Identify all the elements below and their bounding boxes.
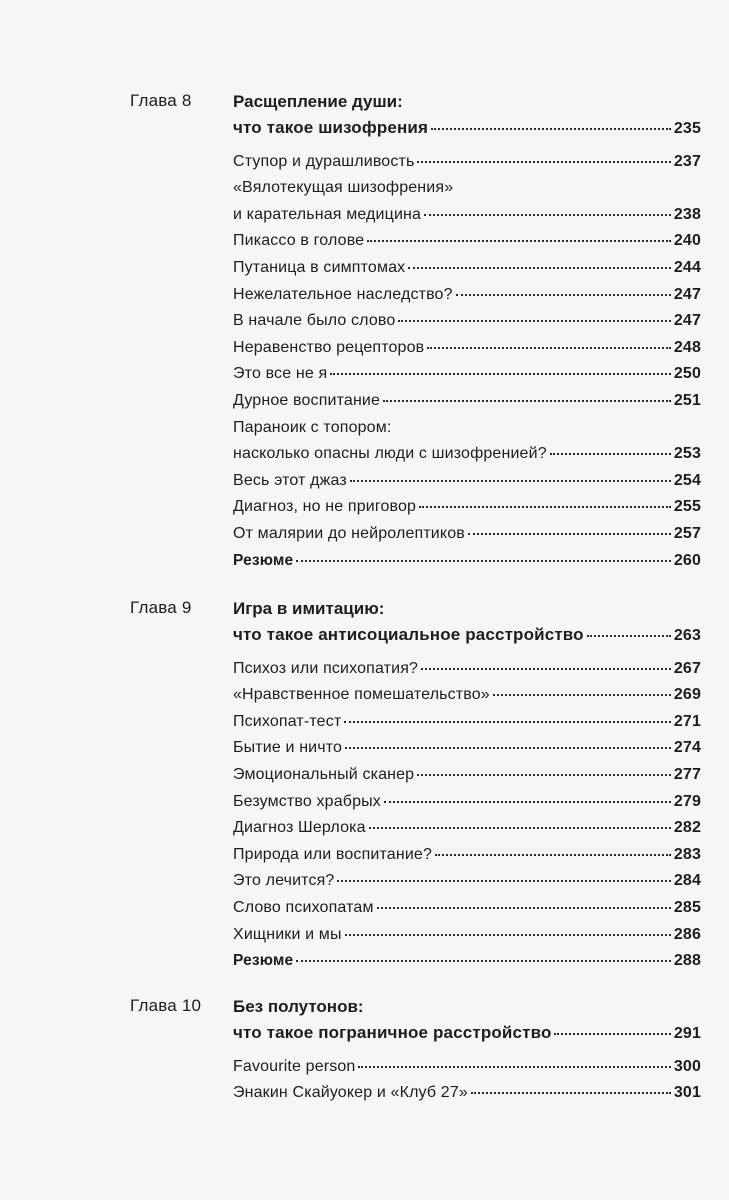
- dot-leader: [408, 267, 671, 269]
- dot-leader: [398, 320, 670, 322]
- page-number: 260: [673, 551, 701, 569]
- page-number: 271: [673, 712, 701, 730]
- toc-item[interactable]: [233, 228, 701, 255]
- page-number: 240: [673, 232, 701, 250]
- dot-leader: [345, 934, 671, 936]
- dot-leader: [417, 774, 671, 776]
- item-title: Психоз или психопатия?: [233, 659, 419, 677]
- page-number: 250: [673, 365, 701, 383]
- toc-item[interactable]: [233, 175, 701, 202]
- summary-title: Резюме: [233, 551, 294, 569]
- summary-title: Резюме: [233, 952, 294, 970]
- item-title: Хищники и мы: [233, 925, 342, 943]
- toc-item[interactable]: [233, 895, 701, 922]
- chapter-title-line2: что такое пограничное расстройство: [233, 1023, 552, 1042]
- chapter-title-row[interactable]: [233, 1020, 701, 1047]
- page-number: 269: [673, 686, 701, 704]
- dot-leader: [424, 214, 671, 216]
- toc-item[interactable]: [233, 682, 701, 709]
- page-number: 247: [673, 312, 701, 330]
- page-number: 251: [673, 391, 701, 409]
- chapter-title-line1: Расщепление души:: [233, 92, 403, 111]
- chapter-title-line2: что такое антисоциальное расстройство: [233, 625, 584, 644]
- toc-item[interactable]: [233, 468, 701, 495]
- dot-leader: [427, 347, 671, 349]
- item-title: Ступор и дурашливость: [233, 152, 415, 170]
- toc-item[interactable]: [233, 308, 701, 335]
- summary-row[interactable]: [233, 548, 701, 575]
- summary-row[interactable]: [233, 948, 701, 975]
- dot-leader: [358, 1066, 670, 1068]
- toc-item[interactable]: [233, 335, 701, 362]
- dot-leader: [384, 801, 671, 803]
- chapter-label: Глава 9: [130, 598, 192, 617]
- page-number: 279: [673, 792, 701, 810]
- item-title: Весь этот джаз: [233, 471, 347, 489]
- dot-leader: [419, 506, 671, 508]
- toc-item[interactable]: [233, 868, 701, 895]
- page-number: 284: [673, 872, 701, 890]
- item-title: насколько опасны люди с шизофренией?: [233, 445, 547, 463]
- dot-leader: [350, 480, 671, 482]
- item-title: Дурное воспитание: [233, 391, 381, 409]
- toc-item[interactable]: [233, 255, 701, 282]
- chapter-label: Глава 8: [130, 91, 192, 110]
- item-title: Слово психопатам: [233, 898, 374, 916]
- dot-leader: [435, 854, 671, 856]
- dot-leader: [431, 128, 671, 130]
- item-title: Путаница в симптомах: [233, 258, 406, 276]
- item-title: Пикассо в голове: [233, 232, 365, 250]
- page-number: 283: [673, 845, 701, 863]
- page-number: 248: [673, 338, 701, 356]
- toc-item[interactable]: [233, 762, 701, 789]
- dot-leader: [417, 161, 670, 163]
- toc-item[interactable]: [233, 735, 701, 762]
- chapter-title-line1: Без полутонов:: [233, 997, 364, 1016]
- dot-leader: [296, 960, 671, 962]
- page-number: 288: [673, 952, 701, 970]
- dot-leader: [330, 373, 671, 375]
- toc-item[interactable]: [233, 388, 701, 415]
- toc-item[interactable]: [233, 494, 701, 521]
- dot-leader: [456, 294, 671, 296]
- chapter-title-line1: Игра в имитацию:: [233, 599, 385, 618]
- toc-item[interactable]: [233, 789, 701, 816]
- item-title: Бытие и ничто: [233, 739, 343, 757]
- item-title: Нежелательное наследство?: [233, 285, 453, 303]
- chapter-entries: [233, 993, 701, 1107]
- toc-item[interactable]: [233, 415, 701, 442]
- item-title: Favourite person: [233, 1057, 356, 1075]
- item-title: «Вялотекущая шизофрения»: [233, 179, 454, 197]
- item-title: Природа или воспитание?: [233, 845, 433, 863]
- page-number: 235: [673, 120, 701, 137]
- page-number: 267: [673, 659, 701, 677]
- toc-item[interactable]: [233, 441, 701, 468]
- page-number: 285: [673, 898, 701, 916]
- page-number: 282: [673, 819, 701, 837]
- page-number: 254: [673, 471, 701, 489]
- toc-item[interactable]: [233, 361, 701, 388]
- item-title: «Нравственное помешательство»: [233, 686, 490, 704]
- page-number: 238: [673, 205, 701, 223]
- dot-leader: [468, 533, 671, 535]
- dot-leader: [421, 668, 671, 670]
- item-title: Диагноз Шерлока: [233, 819, 366, 837]
- page-number: 277: [673, 765, 701, 783]
- dot-leader: [550, 453, 671, 455]
- page-number: 301: [673, 1084, 701, 1102]
- item-title: Неравенство рецепторов: [233, 338, 425, 356]
- chapter-entries: [233, 595, 701, 975]
- page-number: 263: [673, 627, 701, 644]
- item-title: Эмоциональный сканер: [233, 765, 415, 783]
- dot-leader: [377, 907, 671, 909]
- toc-item[interactable]: [233, 815, 701, 842]
- item-title: Диагноз, но не приговор: [233, 498, 417, 516]
- dot-leader: [554, 1033, 670, 1035]
- page-number: 247: [673, 285, 701, 303]
- dot-leader: [296, 560, 671, 562]
- toc-item[interactable]: [233, 202, 701, 229]
- chapter-entries: [233, 88, 701, 574]
- item-title: Психопат-тест: [233, 712, 342, 730]
- item-title: Энакин Скайуокер и «Клуб 27»: [233, 1084, 468, 1102]
- dot-leader: [369, 827, 671, 829]
- toc-item[interactable]: [233, 922, 701, 949]
- dot-leader: [471, 1092, 671, 1094]
- chapter-title-row[interactable]: [233, 622, 701, 649]
- toc-item[interactable]: [233, 1054, 701, 1081]
- toc-item[interactable]: [233, 521, 701, 548]
- item-title: Это все не я: [233, 365, 328, 383]
- dot-leader: [344, 721, 670, 723]
- page-number: 300: [673, 1057, 701, 1075]
- item-title: Это лечится?: [233, 872, 335, 890]
- chapter-label: Глава 10: [130, 996, 202, 1015]
- dot-leader: [367, 240, 671, 242]
- toc-item[interactable]: [233, 656, 701, 683]
- toc-item[interactable]: [233, 842, 701, 869]
- dot-leader: [587, 635, 671, 637]
- toc-item[interactable]: [233, 1080, 701, 1107]
- page-number: 257: [673, 524, 701, 542]
- page-number: 291: [673, 1025, 701, 1042]
- toc-item[interactable]: [233, 709, 701, 736]
- item-title: От малярии до нейролептиков: [233, 524, 465, 542]
- chapter-title-line2: что такое шизофрения: [233, 118, 429, 137]
- dot-leader: [337, 880, 670, 882]
- item-title: Параноик с топором:: [233, 418, 392, 436]
- page-number: 255: [673, 498, 701, 516]
- page-number: 237: [673, 152, 701, 170]
- dot-leader: [493, 694, 671, 696]
- item-title: и карательная медицина: [233, 205, 422, 223]
- toc-item[interactable]: [233, 149, 701, 176]
- page-number: 274: [673, 739, 701, 757]
- page-number: 286: [673, 925, 701, 943]
- page-number: 253: [673, 445, 701, 463]
- chapter-title-row[interactable]: [233, 115, 701, 142]
- page-number: 244: [673, 258, 701, 276]
- dot-leader: [383, 400, 671, 402]
- toc-item[interactable]: [233, 282, 701, 309]
- dot-leader: [345, 747, 671, 749]
- item-title: В начале было слово: [233, 312, 396, 330]
- item-title: Безумство храбрых: [233, 792, 381, 810]
